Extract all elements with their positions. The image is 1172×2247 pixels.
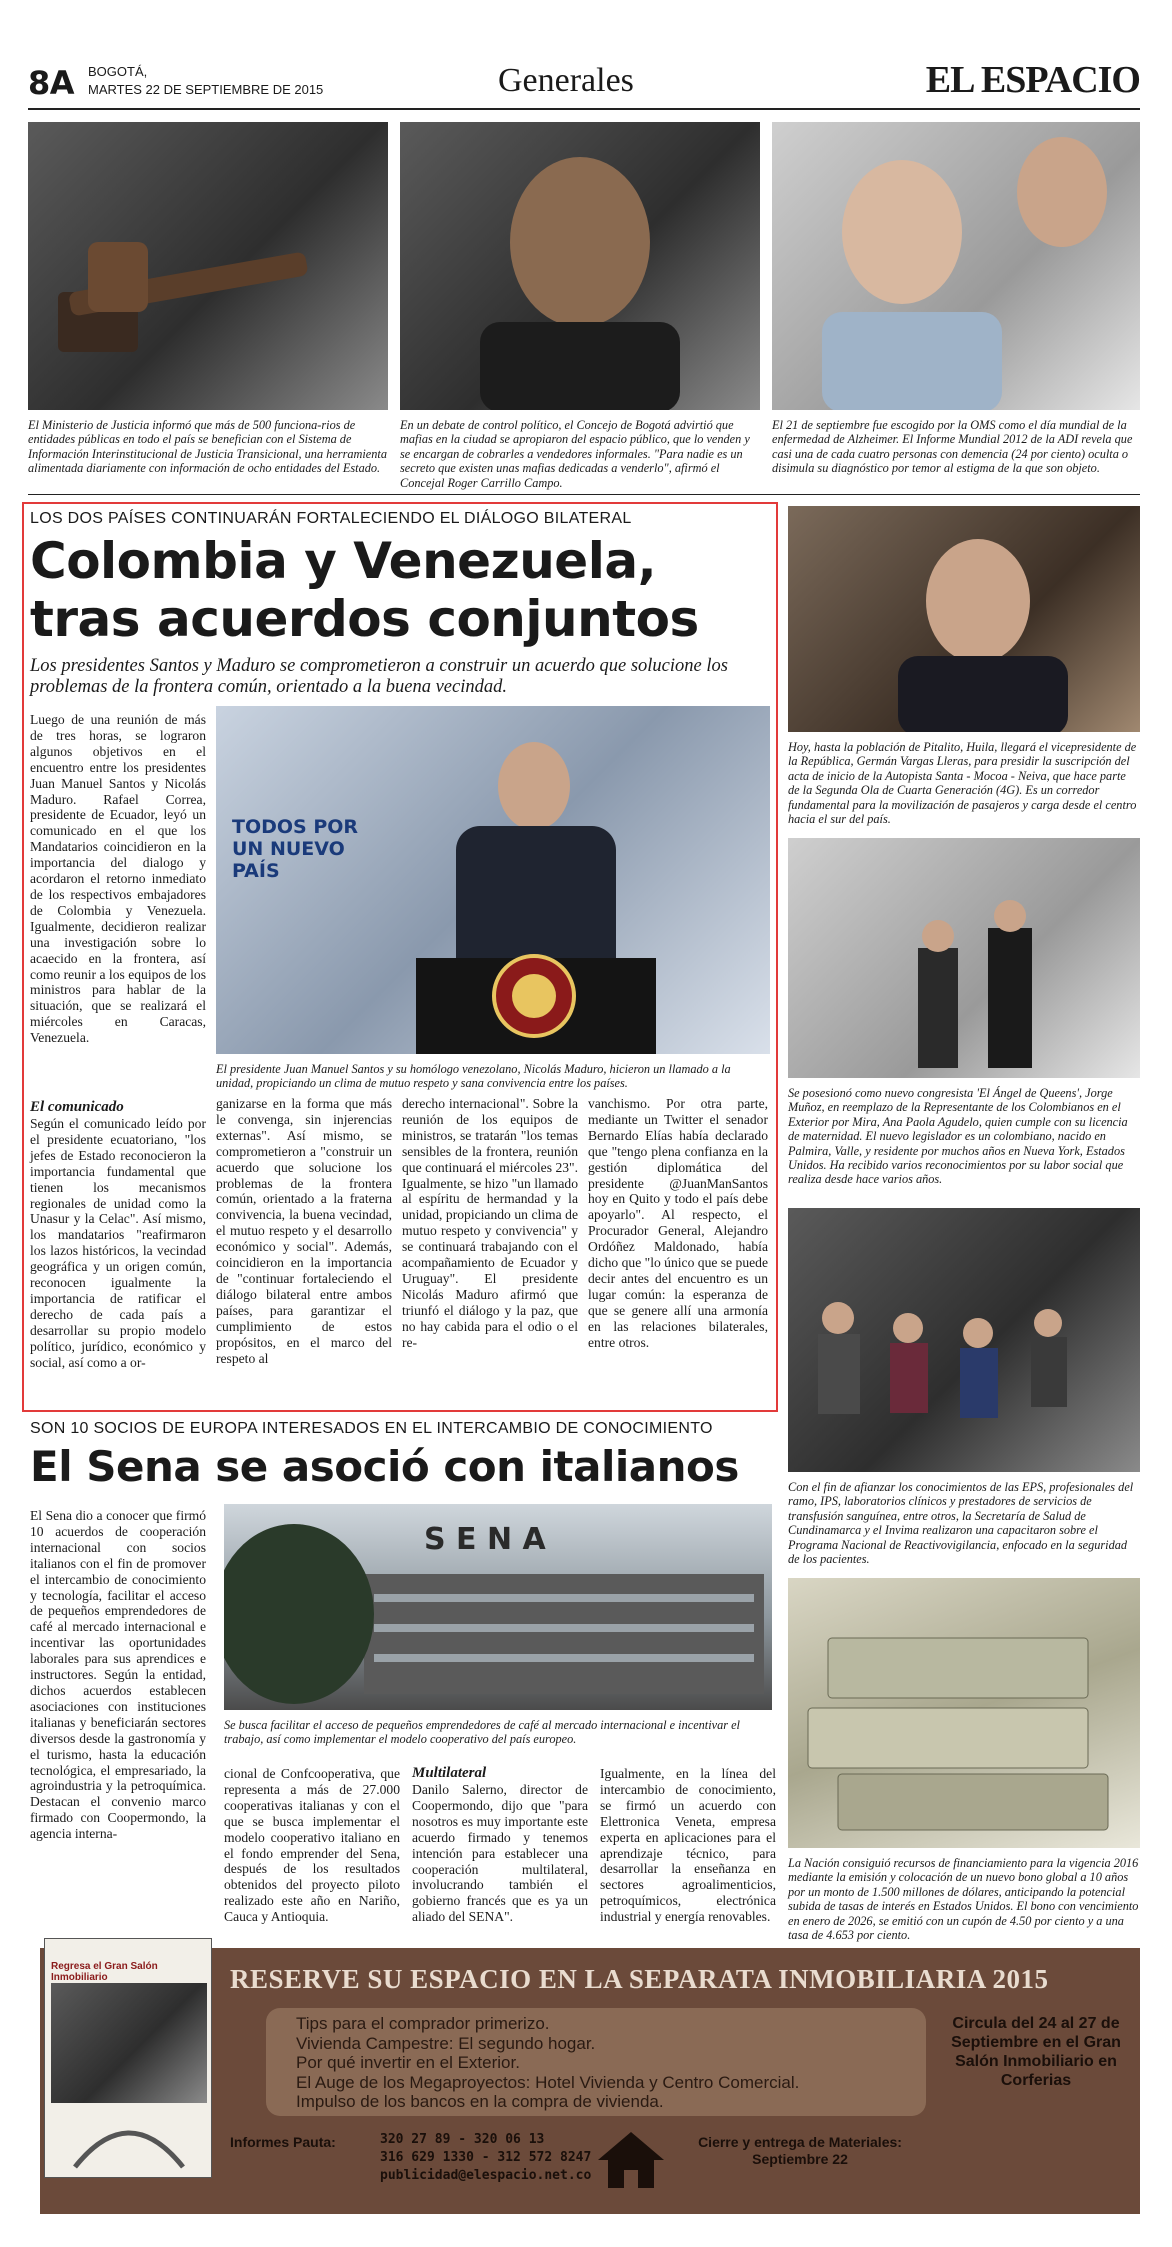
- portrait-vicepresident-icon: [788, 506, 1140, 732]
- main-kicker: LOS DOS PAÍSES CONTINUARÁN FORTALECIENDO EL DIÁLOGO BILATERAL: [30, 510, 632, 527]
- ad-info-label: Informes Pauta:: [230, 2134, 336, 2150]
- training-photo: [788, 1208, 1140, 1472]
- header-city: BOGOTÁ,: [88, 64, 148, 79]
- ad-bullet: Por qué invertir en el Exterior.: [296, 2053, 520, 2072]
- ad-phone2[interactable]: 316 629 1330 - 312 572 8247: [380, 2150, 592, 2165]
- ad-bullet: El Auge de los Megaproyectos: Hotel Vivienda y Centro Comercial.: [296, 2072, 800, 2092]
- bonds-photo: [788, 1578, 1140, 1848]
- bonds-caption: La Nación consiguió recursos de financiamiento para la vigencia 2016 mediante la emisión y colocación de un nuevo bono global a 10 años por un monto de 1.500 millones de dólares, anticipando la potencial subida de tasas de interés en Estados Unidos. El bono con vencimiento en enero de 2026, se emitió con un cupón de 4.50 por ciento y a una tasa de 4.653 por ciento.: [788, 1856, 1139, 1943]
- main-headline-line1: Colombia y Venezuela,: [30, 532, 657, 590]
- sena-col2: cional de Confcooperativa, que representa a más de 27.000 cooperativas italianas y con el que se busca implementar el modelo cooperativo italiano en el fondo emprender del Sena, después de los resultados obtenidos del proyecto piloto realizado este año en Nariño, Cauca y Antioquia.: [224, 1766, 400, 1925]
- portrait-elderly-icon: [772, 122, 1140, 410]
- ad-deadline: Cierre y entrega de Materiales: Septiembre 22: [698, 2134, 902, 2167]
- top-row-rule: [28, 494, 1140, 495]
- justice-caption: El Ministerio de Justicia informó que más de 500 funciona-rios de entidades públicas en todo el país se benefician con el Sistema de Información Interinstitucional de Justicia Transicional, una herramienta alimentada diariamente con información de ocho entidades del Estado.: [28, 418, 387, 476]
- main-col3: derecho internacional". Sobre la reunión de los equipos de ministros, se tratarán "los temas sensibles de la frontera, reunión que continuará el miércoles 23". Igualmente, se hizo "un llamado al espíritu de hermandad y la unidad, propiciando un clima de mutuo respeto y convivencia" y se continuará trabajando con el acompañamiento de Ecuador y Uruguay". El presidente Nicolás Maduro afirmó que triunfó el diálogo y la paz, que no hay cabida para el odio o el re-: [402, 1096, 578, 1350]
- sena-col3: Danilo Salerno, director de Coopermondo, dijo que "para nosotros es muy importante este acuerdo firmado y tenemos intención para establecer una cooperación multilateral, involucrando también el gobierno francés que es ya un aliado del SENA".: [412, 1782, 588, 1925]
- training-caption: Con el fin de afianzar los conocimientos de las EPS, profesionales del ramo, IPS, laboratorios clínicos y prestadores de servicios de transfusión sanguínea, entre otros, la Secretaría de Salud de Cundinamarca y el Invima realizaron una capacitaron sobre el Programa Nacional de Reactivovigilancia, enfocado en la seguridad de los pacientes.: [788, 1480, 1134, 1567]
- section-title: Generales: [498, 62, 634, 99]
- banner-text: TODOS POR UN NUEVO PAÍS: [232, 816, 359, 882]
- ad-thumb-title: Regresa el Gran Salón Inmobiliario: [51, 1961, 158, 1983]
- santos-photo: [216, 706, 770, 1054]
- main-col1-bottom: Según el comunicado leído por el presidente ecuatoriano, "los jefes de Estado reconocieron la importancia fundamental que tienen los mecanismos regionales de unidad como la Unasur y la Celac". Así mismo, los mandatarios "reafirmaron los lazos históricos, la vecindad geográfica y un origen común, reconocen igualmente la importancia de ratificar el derecho de cada país a desarrollar su propio modelo político, jurídico, económico y social, así como a or-: [30, 1116, 206, 1370]
- header-rule: [28, 108, 1140, 110]
- building-icon: [224, 1504, 772, 1710]
- portrait-man-icon: [400, 122, 760, 410]
- sena-col1: El Sena dio a conocer que firmó 10 acuerdos de cooperación internacional con socios italianos con el fin de promover el intercambio de conocimiento y tecnología, facilitar el acceso de pequeños emprendedores de café al mercado internacional e incentivar las oportunidades laborales para sus aprendices e instructores. Según la entidad, dichos acuerdos establecen asociaciones con instituciones italianas y beneficiarán sectores diversos desde la gastronomía y el turismo, hasta la educación tecnológica, el empresariado, la agroindustria y la petroquímica. Destacan el convenio marco firmado con Coopermondo, la agencia interna-: [30, 1508, 206, 1842]
- congress-caption: Se posesionó como nuevo congresista 'El Ángel de Queens', Jorge Muñoz, en reemplazo de la Representante de los Colombianos en el Exterior por Mira, Ana Paola Agudelo, quien cumple con su licencia de maternidad. El nuevo legislador es un colombiano, nacido en Palmira, Valle, y residente por muchos años en Nueva York, Estados Unidos. Ha recibido varios reconocimientos por su labor social que realiza desde hace varios años.: [788, 1086, 1128, 1187]
- ad-circulation: Circula del 24 al 27 de Septiembre en el Gran Salón Inmobiliario en Corferias: [951, 2015, 1121, 2089]
- councillor-caption: En un debate de control político, el Concejo de Bogotá advirtió que mafias en la ciudad se apropiaron del espacio público, que lo venden y se encargan de cobrarles a vendedores informales. "Para nadie es un secreto que existen unas mafias dedicadas a venderlo", afirmó el Concejal Roger Carrillo Campo.: [400, 418, 750, 490]
- sena-kicker: SON 10 SOCIOS DE EUROPA INTERESADOS EN EL INTERCAMBIO DE CONOCIMIENTO: [30, 1420, 713, 1437]
- sena-photo: [224, 1504, 772, 1710]
- ad-bullets: [296, 2014, 916, 2112]
- main-col2: ganizarse en la forma que más le convenga, sin injerencias externas". Así mismo, se comprometieron a "construir un acuerdo que solucione los problemas de la frontera común, orientado a la fraterna convivencia, la buena vecindad, el mutuo respeto y el desarrollo económico y social". Además, coincidieron en la importancia de "continuar fortaleciendo el diálogo bilateral entre ambos países, para garantizar el cumplimiento de estos propósitos, en el marco del respeto al: [216, 1096, 392, 1366]
- ad-bullet: Tips para el comprador primerizo.: [296, 2014, 550, 2033]
- masthead-logo: EL ESPACIO: [925, 59, 1140, 101]
- real-estate-ad[interactable]: [40, 1948, 1140, 2214]
- sena-sign: S E N A: [424, 1522, 546, 1557]
- vargas-caption: Hoy, hasta la población de Pitalito, Huila, llegará el vicepresidente de la República, Germán Vargas Lleras, para presidir la suscripción del acta de inicio de la Autopista Santa - Mocoa - Neiva, que hace parte de la Segunda Ola de Cuarta Generación (4G). Es un corredor fundamental para la movilización de pasajeros y carga desde el centro hacia el sur del país.: [788, 740, 1137, 827]
- ad-phone1[interactable]: 320 27 89 - 320 06 13: [380, 2132, 545, 2147]
- councillor-photo: [400, 122, 760, 410]
- house-icon: [596, 2130, 666, 2190]
- page-header: [28, 58, 1140, 108]
- sena-headline: El Sena se asoció con italianos: [30, 1442, 739, 1491]
- alzheimer-caption: El 21 de septiembre fue escogido por la OMS como el día mundial de la enfermedad de Alzheimer. El Informe Mundial 2012 de la ADI revela que casi una de cada cuatro personas con demencia (24 por ciento) oculta o disimula su diagnóstico por temor al estigma de la que son objeto.: [772, 418, 1133, 476]
- main-headline-line2: tras acuerdos conjuntos: [30, 590, 699, 648]
- main-subhead: El comunicado: [30, 1099, 124, 1115]
- president-podium-icon: [216, 706, 770, 1054]
- money-stack-icon: [788, 1578, 1140, 1848]
- page-number: 8A: [28, 64, 75, 102]
- main-col1-top: Luego de una reunión de más de tres horas, se lograron algunos objetivos en el encuentro entre los presidentes Juan Manuel Santos y Nicolás Maduro. Rafael Correa, presidente de Ecuador, leyó un comunicado en el que los Mandatarios coincidieron en la importancia del dialogo y acordaron el retorno inmediato de los respectivos embajadores de Colombia y Venezuela. Igualmente, decidieron realizar una investigación sobre lo acaecido en la frontera, así como reunir a los equipos de los ministros para hablar de la situación, que se realizará el miércoles en Caracas, Venezuela.: [30, 712, 206, 1046]
- ad-bullet: Impulso de los bancos en la compra de vivienda.: [296, 2092, 664, 2111]
- main-body-bottom: [30, 1096, 770, 1406]
- main-deck: Los presidentes Santos y Maduro se comprometieron a construir un acuerdo que solucione los problemas de la frontera común, orientado a la buena vecindad.: [30, 656, 728, 697]
- sena-col4: Igualmente, en la línea del intercambio de conocimiento, se firmó un acuerdo con Elettronica Veneta, empresa experta en aplicaciones para el aprendizaje técnico, para desarrollar la enseñanza en sectores agroalimenticios, petroquímicos, electrónica industrial y energía renovables.: [600, 1766, 776, 1925]
- gavel-icon: [28, 122, 388, 410]
- ad-bullet: Vivienda Campestre: El segundo hogar.: [296, 2033, 596, 2053]
- ad-email[interactable]: publicidad@elespacio.net.co: [380, 2168, 592, 2183]
- sena-subhead: Multilateral: [412, 1765, 487, 1781]
- justice-photo: [28, 122, 388, 410]
- audience-icon: [788, 1208, 1140, 1472]
- header-date: MARTES 22 DE SEPTIEMBRE DE 2015: [88, 82, 324, 97]
- ad-thumb-photo: [51, 1983, 207, 2103]
- vargas-photo: [788, 506, 1140, 732]
- ad-title: RESERVE SU ESPACIO EN LA SEPARATA INMOBILIARIA 2015: [230, 1964, 1049, 1994]
- congress-photo: [788, 838, 1140, 1078]
- santos-caption: El presidente Juan Manuel Santos y su homólogo venezolano, Nicolás Maduro, hicieron un llamado a la unidad, propiciando un clima de mutuo respeto y sana convivencia entre los países.: [216, 1062, 731, 1091]
- arch-icon: [65, 2109, 193, 2169]
- elderly-photo: [772, 122, 1140, 410]
- main-col4: vanchismo. Por otra parte, mediante un Twitter el senador Bernardo Elías había declarado que "tengo plena confianza en la gestión diplomática del presidente @JuanManSantos hoy en Quito y todo el país debe apoyarlo". Al respecto, el Procurador General, Alejandro Ordóñez Maldonado, había dicho que "lo único que se puede decir antes del encuentro es un lugar común: la esperanza de que se genere allí una armonía en las relaciones bilaterales, entre otros.: [588, 1096, 768, 1350]
- sena-caption: Se busca facilitar el acceso de pequeños emprendedores de café al mercado internacional e incentivar el trabajo, así como implementar el modelo cooperativo del país europeo.: [224, 1718, 740, 1747]
- ad-thumbnail: [44, 1938, 212, 2178]
- handshake-icon: [788, 838, 1140, 1078]
- sena-col3-wrap: [412, 1762, 588, 1925]
